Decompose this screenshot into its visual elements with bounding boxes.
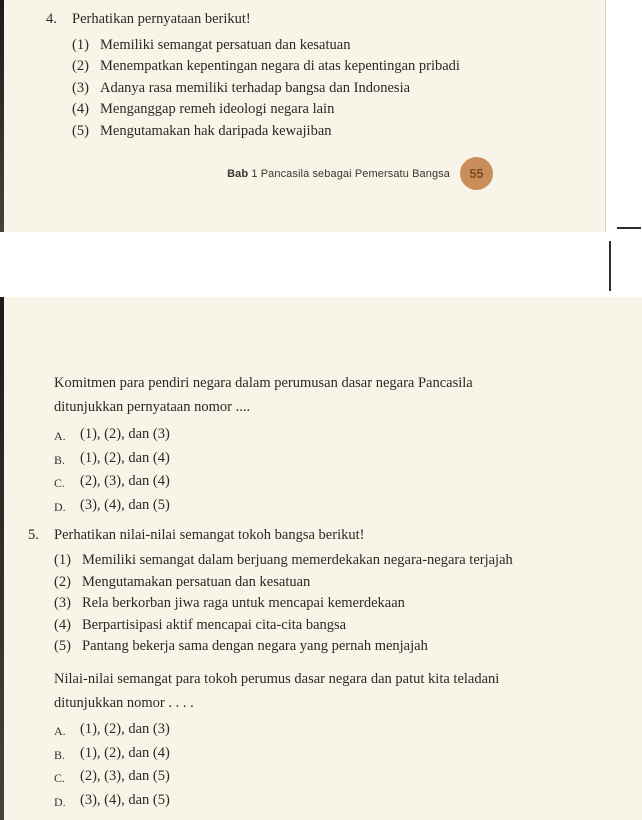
option-letter: C. <box>54 771 66 786</box>
statement-row <box>54 572 642 594</box>
option-letter: C. <box>54 476 66 491</box>
option-text: (1), (2), dan (3) <box>80 426 170 442</box>
statement-row <box>54 636 642 658</box>
statement-number: (1) <box>72 36 89 53</box>
option-letter: D. <box>54 794 66 809</box>
statement-text: Berpartisipasi aktif mencapai cita-cita bangsa <box>82 616 347 633</box>
question-4-statements <box>0 35 605 143</box>
option-row <box>54 743 642 767</box>
statement-number: (3) <box>72 79 89 96</box>
option-text: (2), (3), dan (4) <box>80 473 170 490</box>
statement-text: Rela berkorban jiwa raga untuk mencapai kemerdekaan <box>82 595 405 612</box>
statement-text: Adanya rasa memiliki terhadap bangsa dan Indonesia <box>100 79 411 96</box>
question-5-options <box>0 719 642 813</box>
statement-number: (2) <box>54 573 71 590</box>
option-letter: D. <box>54 499 66 514</box>
chapter-label-rest: 1 Pancasila sebagai Pemersatu Bangsa <box>248 167 450 180</box>
question-5-text: Nilai-nilai semangat para tokoh perumus dasar negara dan patut kita teladani ditunjukkan nomor . . . . <box>54 670 500 711</box>
chapter-footer-text <box>227 168 450 180</box>
question-5-statements <box>0 550 642 658</box>
statement-row <box>54 550 642 572</box>
scan-edge-shadow-bottom <box>0 297 4 820</box>
option-row <box>54 719 642 743</box>
statement-number: (2) <box>72 58 89 75</box>
statement-row <box>72 78 605 100</box>
option-text: (3), (4), dan (5) <box>80 496 170 513</box>
question-4-heading <box>46 9 605 31</box>
statement-row <box>72 35 605 57</box>
crop-mark-vertical <box>609 241 611 291</box>
option-letter: B. <box>54 452 66 467</box>
statement-text: Memiliki semangat dalam berjuang memerdekakan negara-negara terjajah <box>82 551 513 568</box>
statement-row <box>72 56 605 78</box>
crop-mark-top <box>617 227 641 229</box>
statement-number: (5) <box>72 122 89 139</box>
option-row <box>54 448 642 472</box>
option-letter: A. <box>54 429 66 443</box>
option-row <box>54 424 642 448</box>
option-row <box>54 766 642 790</box>
option-letter: A. <box>54 723 66 738</box>
statement-row <box>54 615 642 637</box>
question-4-text: Komitmen para pendiri negara dalam perumusan dasar negara Pancasila ditunjukkan pernyataan nomor .... <box>54 375 473 415</box>
chapter-label-bold: Bab <box>227 167 249 180</box>
option-row <box>54 495 642 519</box>
statement-row <box>72 99 605 121</box>
statement-row <box>72 121 605 143</box>
statement-number: (4) <box>72 101 89 118</box>
statement-number: (5) <box>54 638 71 655</box>
question-4-options <box>0 424 642 518</box>
question-5-prompt: Perhatikan nilai-nilai semangat tokoh bangsa berikut! <box>54 527 365 544</box>
statement-number: (4) <box>54 616 71 633</box>
statement-number: (3) <box>54 595 71 612</box>
page-top-scan <box>0 0 606 232</box>
option-text: (3), (4), dan (5) <box>80 791 170 808</box>
statement-text: Memiliki semangat persatuan dan kesatuan <box>100 36 351 53</box>
page-footer <box>227 157 493 190</box>
statement-text: Menempatkan kepentingan negara di atas kepentingan pribadi <box>100 58 460 75</box>
statement-row <box>54 593 642 615</box>
option-letter: B. <box>54 747 66 762</box>
scan-edge-shadow-top <box>0 0 4 232</box>
statement-text: Pantang bekerja sama dengan negara yang pernah menjajah <box>82 638 428 655</box>
option-text: (2), (3), dan (5) <box>80 768 170 785</box>
page-bottom-scan <box>0 297 642 820</box>
statement-text: Mengutamakan hak daripada kewajiban <box>100 122 332 139</box>
option-text: (1), (2), dan (3) <box>80 720 170 737</box>
option-text: (1), (2), dan (4) <box>80 744 170 761</box>
statement-text: Mengutamakan persatuan dan kesatuan <box>82 573 311 590</box>
option-row <box>54 790 642 814</box>
statement-number: (1) <box>54 551 71 568</box>
question-4-prompt: Perhatikan pernyataan berikut! <box>72 11 251 27</box>
question-5-number: 5. <box>28 527 39 544</box>
page-number-badge: 55 <box>460 157 493 190</box>
question-4-number: 4. <box>46 11 57 27</box>
option-row <box>54 471 642 495</box>
question-5-heading <box>28 525 642 547</box>
statement-text: Menganggap remeh ideologi negara lain <box>100 101 335 118</box>
option-text: (1), (2), dan (4) <box>80 449 170 466</box>
